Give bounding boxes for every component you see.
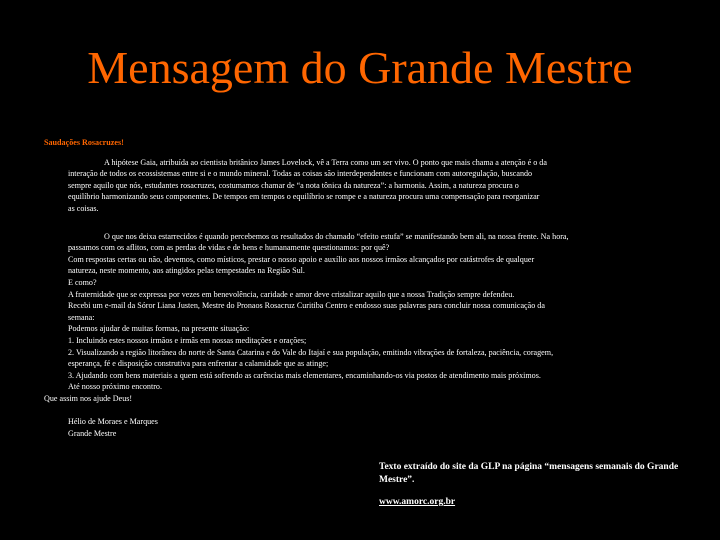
page-title: Mensagem do Grande Mestre xyxy=(87,42,633,93)
signature xyxy=(44,416,684,439)
text-line: 1. Incluindo estes nossos irmãos e irmãs em nossas meditações e orações; xyxy=(68,335,307,345)
paragraph-gaia xyxy=(44,157,684,215)
signature-role: Grande Mestre xyxy=(68,429,117,439)
source-note xyxy=(379,461,699,509)
text-line: O que nos deixa estarrecidos é quando percebemos os resultados do chamado “efeito estufa” se manifestando bem ali, na nossa frente. Na hora, xyxy=(104,231,569,241)
text-line: esperança, fé e disposição construtiva para enfrentar a calamidade que as atinge; xyxy=(68,359,329,369)
signature-name: Hélio de Moraes e Marques xyxy=(68,417,158,427)
text-line: semana: xyxy=(68,312,95,322)
closing-line: Que assim nos ajude Deus! xyxy=(44,393,133,403)
text-line: natureza, neste momento, aos atingidos pelas tempestades na Região Sul. xyxy=(68,266,305,276)
text-line: E como? xyxy=(68,277,97,287)
text-line: equilíbrio harmonizando seus componentes. De tempos em tempos o equilíbrio se rompe e a natureza procura uma compensação para reorganizar xyxy=(68,192,540,202)
text-line: 2. Visualizando a região litorânea do norte de Santa Catarina e do Vale do Itajaí e sua população, emitindo vibrações de fortaleza, paciência, coragem, xyxy=(68,347,554,357)
source-link[interactable]: www.amorc.org.br xyxy=(379,497,456,507)
text-line: Até nosso próximo encontro. xyxy=(68,382,162,392)
spacer xyxy=(44,215,684,231)
text-line: as coisas. xyxy=(68,203,99,213)
message-body xyxy=(44,137,684,440)
text-line: Recebi um e-mail da Sóror Liana Justen, Mestre do Pronaos Rosacruz Curitiba Centro e endosso suas palavras para concluir nossa comunicação da xyxy=(68,301,545,311)
text-line: 3. Ajudando com bens materiais a quem está sofrendo as carências mais elementares, encaminhando-os via postos de atendimento mais próximos. xyxy=(68,370,541,380)
text-line: Podemos ajudar de muitas formas, na presente situação: xyxy=(68,324,250,334)
text-line: passamos com os aflitos, com as perdas de vidas e de bens e humanamente questionamos: por quê? xyxy=(68,243,390,253)
text-line: A fraternidade que se expressa por vezes em benevolência, caridade e amor deve cristalizar aquilo que a nossa Tradição sempre defendeu. xyxy=(68,289,515,299)
text-line: interação de todos os ecossistemas entre si e o mundo mineral. Todas as coisas são interdependentes e funcionam com autoregulação, buscando xyxy=(68,169,533,179)
text-line: sempre aquilo que nós, estudantes rosacruzes, costumamos chamar de “a nota tônica da natureza”: a harmonia. Assim, a natureza procura o xyxy=(68,180,519,190)
text-line: Com respostas certas ou não, devemos, como místicos, prestar o nosso apoio e auxílio aos nossos irmãos alcançados por catástrofes de qualquer xyxy=(68,254,535,264)
source-text: Texto extraído do site da GLP na página “mensagens semanais do Grande Mestre”. xyxy=(379,462,679,485)
text-line: A hipótese Gaia, atribuída ao cientista britânico James Lovelock, vê a Terra como um ser vivo. O ponto que mais chama a atenção é o da xyxy=(104,157,547,167)
paragraph-solidarity xyxy=(44,231,684,405)
greeting: Saudações Rosacruzes! xyxy=(44,138,124,147)
